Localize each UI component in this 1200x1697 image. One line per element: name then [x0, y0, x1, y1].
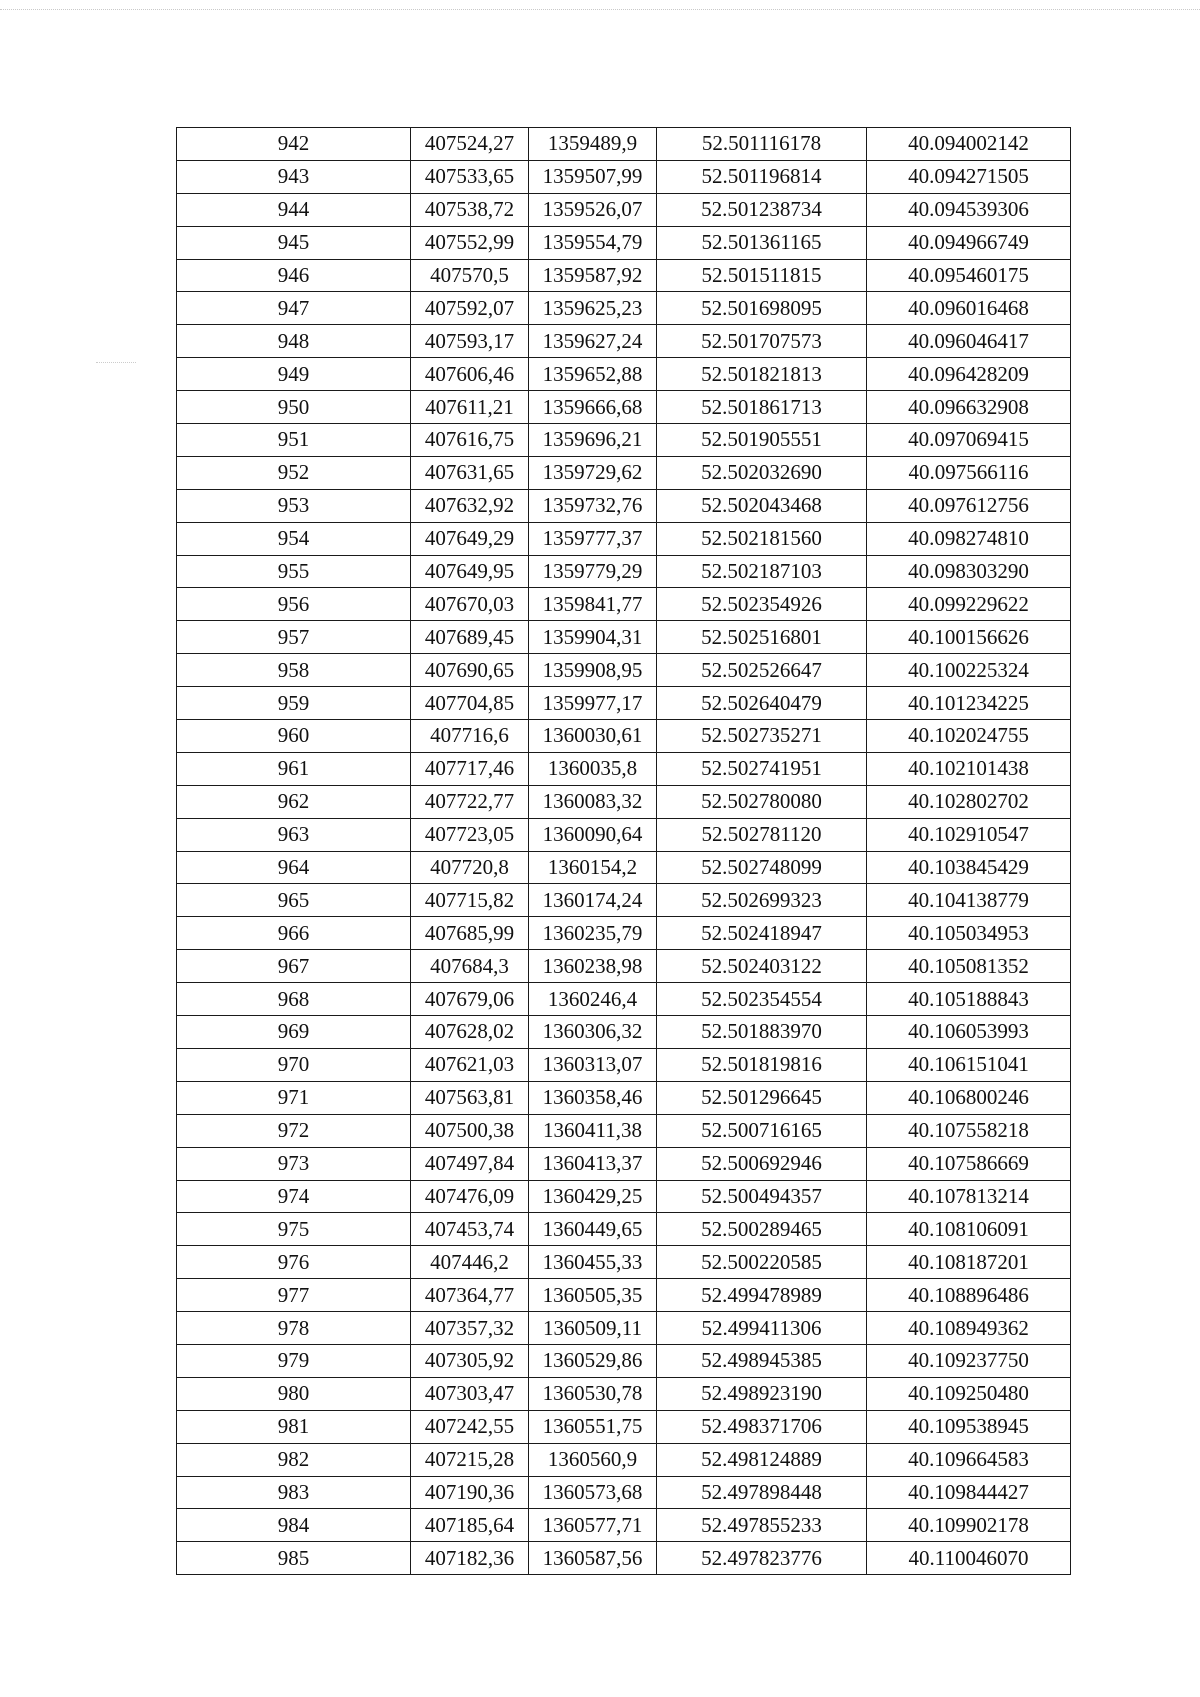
point-number-cell: 956 — [177, 588, 411, 621]
point-number-cell: 962 — [177, 785, 411, 818]
y-coordinate-cell: 1359696,21 — [529, 424, 657, 457]
x-coordinate-cell: 407563,81 — [411, 1081, 529, 1114]
longitude-cell: 40.109237750 — [867, 1344, 1071, 1377]
point-number-cell: 984 — [177, 1509, 411, 1542]
point-number-cell: 969 — [177, 1016, 411, 1049]
point-number-cell: 957 — [177, 621, 411, 654]
y-coordinate-cell: 1359908,95 — [529, 654, 657, 687]
point-number-cell: 942 — [177, 128, 411, 161]
y-coordinate-cell: 1360246,4 — [529, 983, 657, 1016]
x-coordinate-cell: 407670,03 — [411, 588, 529, 621]
latitude-cell: 52.501905551 — [657, 424, 867, 457]
latitude-cell: 52.500289465 — [657, 1213, 867, 1246]
x-coordinate-cell: 407552,99 — [411, 226, 529, 259]
table-row — [177, 785, 1071, 818]
x-coordinate-cell: 407717,46 — [411, 752, 529, 785]
table-row — [177, 489, 1071, 522]
point-number-cell: 960 — [177, 720, 411, 753]
x-coordinate-cell: 407305,92 — [411, 1344, 529, 1377]
point-number-cell: 977 — [177, 1279, 411, 1312]
y-coordinate-cell: 1359779,29 — [529, 555, 657, 588]
x-coordinate-cell: 407628,02 — [411, 1016, 529, 1049]
y-coordinate-cell: 1360429,25 — [529, 1180, 657, 1213]
y-coordinate-cell: 1359904,31 — [529, 621, 657, 654]
x-coordinate-cell: 407446,2 — [411, 1246, 529, 1279]
y-coordinate-cell: 1360154,2 — [529, 851, 657, 884]
longitude-cell: 40.096632908 — [867, 391, 1071, 424]
table-row — [177, 292, 1071, 325]
x-coordinate-cell: 407723,05 — [411, 818, 529, 851]
table-row — [177, 1016, 1071, 1049]
longitude-cell: 40.105034953 — [867, 917, 1071, 950]
longitude-cell: 40.108896486 — [867, 1279, 1071, 1312]
point-number-cell: 948 — [177, 325, 411, 358]
table-row — [177, 1476, 1071, 1509]
scan-artifact — [96, 362, 136, 363]
longitude-cell: 40.103845429 — [867, 851, 1071, 884]
latitude-cell: 52.501821813 — [657, 358, 867, 391]
x-coordinate-cell: 407593,17 — [411, 325, 529, 358]
point-number-cell: 944 — [177, 193, 411, 226]
point-number-cell: 983 — [177, 1476, 411, 1509]
point-number-cell: 968 — [177, 983, 411, 1016]
table-row — [177, 1048, 1071, 1081]
latitude-cell: 52.501861713 — [657, 391, 867, 424]
longitude-cell: 40.102802702 — [867, 785, 1071, 818]
point-number-cell: 973 — [177, 1147, 411, 1180]
point-number-cell: 943 — [177, 160, 411, 193]
x-coordinate-cell: 407679,06 — [411, 983, 529, 1016]
document-page — [176, 127, 1070, 1575]
table-row — [177, 391, 1071, 424]
x-coordinate-cell: 407621,03 — [411, 1048, 529, 1081]
x-coordinate-cell: 407303,47 — [411, 1377, 529, 1410]
table-row — [177, 588, 1071, 621]
latitude-cell: 52.502181560 — [657, 522, 867, 555]
x-coordinate-cell: 407570,5 — [411, 259, 529, 292]
y-coordinate-cell: 1360174,24 — [529, 884, 657, 917]
table-row — [177, 1180, 1071, 1213]
table-row — [177, 325, 1071, 358]
latitude-cell: 52.502741951 — [657, 752, 867, 785]
longitude-cell: 40.104138779 — [867, 884, 1071, 917]
point-number-cell: 966 — [177, 917, 411, 950]
y-coordinate-cell: 1359841,77 — [529, 588, 657, 621]
x-coordinate-cell: 407500,38 — [411, 1114, 529, 1147]
table-row — [177, 522, 1071, 555]
y-coordinate-cell: 1360035,8 — [529, 752, 657, 785]
latitude-cell: 52.502418947 — [657, 917, 867, 950]
scan-edge-line — [0, 9, 1200, 10]
y-coordinate-cell: 1360530,78 — [529, 1377, 657, 1410]
y-coordinate-cell: 1360313,07 — [529, 1048, 657, 1081]
point-number-cell: 951 — [177, 424, 411, 457]
latitude-cell: 52.501883970 — [657, 1016, 867, 1049]
y-coordinate-cell: 1359507,99 — [529, 160, 657, 193]
longitude-cell: 40.094002142 — [867, 128, 1071, 161]
longitude-cell: 40.107813214 — [867, 1180, 1071, 1213]
table-row — [177, 884, 1071, 917]
x-coordinate-cell: 407649,95 — [411, 555, 529, 588]
x-coordinate-cell: 407476,09 — [411, 1180, 529, 1213]
x-coordinate-cell: 407704,85 — [411, 687, 529, 720]
longitude-cell: 40.106053993 — [867, 1016, 1071, 1049]
point-number-cell: 959 — [177, 687, 411, 720]
point-number-cell: 976 — [177, 1246, 411, 1279]
latitude-cell: 52.501698095 — [657, 292, 867, 325]
y-coordinate-cell: 1359732,76 — [529, 489, 657, 522]
longitude-cell: 40.108106091 — [867, 1213, 1071, 1246]
longitude-cell: 40.098303290 — [867, 555, 1071, 588]
longitude-cell: 40.094966749 — [867, 226, 1071, 259]
table-row — [177, 1081, 1071, 1114]
y-coordinate-cell: 1359777,37 — [529, 522, 657, 555]
x-coordinate-cell: 407592,07 — [411, 292, 529, 325]
longitude-cell: 40.099229622 — [867, 588, 1071, 621]
x-coordinate-cell: 407453,74 — [411, 1213, 529, 1246]
y-coordinate-cell: 1360560,9 — [529, 1443, 657, 1476]
longitude-cell: 40.098274810 — [867, 522, 1071, 555]
latitude-cell: 52.501511815 — [657, 259, 867, 292]
y-coordinate-cell: 1360449,65 — [529, 1213, 657, 1246]
x-coordinate-cell: 407538,72 — [411, 193, 529, 226]
table-row — [177, 1114, 1071, 1147]
latitude-cell: 52.502699323 — [657, 884, 867, 917]
x-coordinate-cell: 407611,21 — [411, 391, 529, 424]
latitude-cell: 52.502735271 — [657, 720, 867, 753]
y-coordinate-cell: 1360509,11 — [529, 1312, 657, 1345]
table-row — [177, 1279, 1071, 1312]
x-coordinate-cell: 407690,65 — [411, 654, 529, 687]
latitude-cell: 52.501361165 — [657, 226, 867, 259]
table-row — [177, 193, 1071, 226]
longitude-cell: 40.108187201 — [867, 1246, 1071, 1279]
point-number-cell: 952 — [177, 456, 411, 489]
latitude-cell: 52.498371706 — [657, 1410, 867, 1443]
y-coordinate-cell: 1360090,64 — [529, 818, 657, 851]
x-coordinate-cell: 407616,75 — [411, 424, 529, 457]
y-coordinate-cell: 1360551,75 — [529, 1410, 657, 1443]
latitude-cell: 52.499478989 — [657, 1279, 867, 1312]
table-row — [177, 917, 1071, 950]
longitude-cell: 40.102101438 — [867, 752, 1071, 785]
latitude-cell: 52.502748099 — [657, 851, 867, 884]
table-row — [177, 1377, 1071, 1410]
latitude-cell: 52.497855233 — [657, 1509, 867, 1542]
x-coordinate-cell: 407722,77 — [411, 785, 529, 818]
longitude-cell: 40.094539306 — [867, 193, 1071, 226]
x-coordinate-cell: 407715,82 — [411, 884, 529, 917]
point-number-cell: 963 — [177, 818, 411, 851]
longitude-cell: 40.094271505 — [867, 160, 1071, 193]
y-coordinate-cell: 1360030,61 — [529, 720, 657, 753]
x-coordinate-cell: 407649,29 — [411, 522, 529, 555]
point-number-cell: 953 — [177, 489, 411, 522]
table-row — [177, 720, 1071, 753]
point-number-cell: 950 — [177, 391, 411, 424]
x-coordinate-cell: 407684,3 — [411, 950, 529, 983]
latitude-cell: 52.502526647 — [657, 654, 867, 687]
x-coordinate-cell: 407720,8 — [411, 851, 529, 884]
point-number-cell: 978 — [177, 1312, 411, 1345]
table-row — [177, 621, 1071, 654]
table-row — [177, 1509, 1071, 1542]
x-coordinate-cell: 407689,45 — [411, 621, 529, 654]
latitude-cell: 52.502780080 — [657, 785, 867, 818]
latitude-cell: 52.502032690 — [657, 456, 867, 489]
longitude-cell: 40.106151041 — [867, 1048, 1071, 1081]
longitude-cell: 40.105081352 — [867, 950, 1071, 983]
longitude-cell: 40.109902178 — [867, 1509, 1071, 1542]
y-coordinate-cell: 1360238,98 — [529, 950, 657, 983]
x-coordinate-cell: 407716,6 — [411, 720, 529, 753]
table-row — [177, 818, 1071, 851]
y-coordinate-cell: 1360587,56 — [529, 1542, 657, 1575]
longitude-cell: 40.102024755 — [867, 720, 1071, 753]
x-coordinate-cell: 407685,99 — [411, 917, 529, 950]
table-row — [177, 1312, 1071, 1345]
y-coordinate-cell: 1359526,07 — [529, 193, 657, 226]
y-coordinate-cell: 1360573,68 — [529, 1476, 657, 1509]
x-coordinate-cell: 407533,65 — [411, 160, 529, 193]
y-coordinate-cell: 1359587,92 — [529, 259, 657, 292]
point-number-cell: 979 — [177, 1344, 411, 1377]
point-number-cell: 975 — [177, 1213, 411, 1246]
y-coordinate-cell: 1360577,71 — [529, 1509, 657, 1542]
latitude-cell: 52.502403122 — [657, 950, 867, 983]
longitude-cell: 40.110046070 — [867, 1542, 1071, 1575]
point-number-cell: 981 — [177, 1410, 411, 1443]
point-number-cell: 945 — [177, 226, 411, 259]
longitude-cell: 40.102910547 — [867, 818, 1071, 851]
longitude-cell: 40.101234225 — [867, 687, 1071, 720]
latitude-cell: 52.500692946 — [657, 1147, 867, 1180]
point-number-cell: 961 — [177, 752, 411, 785]
point-number-cell: 967 — [177, 950, 411, 983]
y-coordinate-cell: 1360306,32 — [529, 1016, 657, 1049]
point-number-cell: 970 — [177, 1048, 411, 1081]
y-coordinate-cell: 1360358,46 — [529, 1081, 657, 1114]
x-coordinate-cell: 407606,46 — [411, 358, 529, 391]
y-coordinate-cell: 1360083,32 — [529, 785, 657, 818]
table-row — [177, 851, 1071, 884]
latitude-cell: 52.497823776 — [657, 1542, 867, 1575]
x-coordinate-cell: 407215,28 — [411, 1443, 529, 1476]
x-coordinate-cell: 407190,36 — [411, 1476, 529, 1509]
longitude-cell: 40.096046417 — [867, 325, 1071, 358]
table-row — [177, 1443, 1071, 1476]
latitude-cell: 52.502043468 — [657, 489, 867, 522]
latitude-cell: 52.497898448 — [657, 1476, 867, 1509]
latitude-cell: 52.500494357 — [657, 1180, 867, 1213]
table-row — [177, 1213, 1071, 1246]
longitude-cell: 40.107586669 — [867, 1147, 1071, 1180]
y-coordinate-cell: 1360235,79 — [529, 917, 657, 950]
table-row — [177, 424, 1071, 457]
point-number-cell: 971 — [177, 1081, 411, 1114]
point-number-cell: 954 — [177, 522, 411, 555]
point-number-cell: 955 — [177, 555, 411, 588]
latitude-cell: 52.501707573 — [657, 325, 867, 358]
y-coordinate-cell: 1359652,88 — [529, 358, 657, 391]
point-number-cell: 965 — [177, 884, 411, 917]
table-row — [177, 226, 1071, 259]
longitude-cell: 40.105188843 — [867, 983, 1071, 1016]
y-coordinate-cell: 1360529,86 — [529, 1344, 657, 1377]
point-number-cell: 974 — [177, 1180, 411, 1213]
latitude-cell: 52.501819816 — [657, 1048, 867, 1081]
x-coordinate-cell: 407524,27 — [411, 128, 529, 161]
point-number-cell: 980 — [177, 1377, 411, 1410]
longitude-cell: 40.097612756 — [867, 489, 1071, 522]
latitude-cell: 52.501196814 — [657, 160, 867, 193]
longitude-cell: 40.109664583 — [867, 1443, 1071, 1476]
x-coordinate-cell: 407632,92 — [411, 489, 529, 522]
table-row — [177, 1246, 1071, 1279]
longitude-cell: 40.095460175 — [867, 259, 1071, 292]
longitude-cell: 40.106800246 — [867, 1081, 1071, 1114]
table-row — [177, 752, 1071, 785]
y-coordinate-cell: 1359977,17 — [529, 687, 657, 720]
table-row — [177, 983, 1071, 1016]
point-number-cell: 982 — [177, 1443, 411, 1476]
longitude-cell: 40.097566116 — [867, 456, 1071, 489]
longitude-cell: 40.109538945 — [867, 1410, 1071, 1443]
x-coordinate-cell: 407242,55 — [411, 1410, 529, 1443]
x-coordinate-cell: 407631,65 — [411, 456, 529, 489]
point-number-cell: 949 — [177, 358, 411, 391]
longitude-cell: 40.096016468 — [867, 292, 1071, 325]
longitude-cell: 40.100156626 — [867, 621, 1071, 654]
table-row — [177, 687, 1071, 720]
x-coordinate-cell: 407182,36 — [411, 1542, 529, 1575]
table-row — [177, 1542, 1071, 1575]
latitude-cell: 52.502516801 — [657, 621, 867, 654]
x-coordinate-cell: 407357,32 — [411, 1312, 529, 1345]
y-coordinate-cell: 1359554,79 — [529, 226, 657, 259]
latitude-cell: 52.502187103 — [657, 555, 867, 588]
longitude-cell: 40.107558218 — [867, 1114, 1071, 1147]
table-row — [177, 128, 1071, 161]
latitude-cell: 52.502640479 — [657, 687, 867, 720]
y-coordinate-cell: 1359729,62 — [529, 456, 657, 489]
point-number-cell: 972 — [177, 1114, 411, 1147]
longitude-cell: 40.096428209 — [867, 358, 1071, 391]
table-row — [177, 654, 1071, 687]
latitude-cell: 52.500716165 — [657, 1114, 867, 1147]
table-row — [177, 1344, 1071, 1377]
table-row — [177, 950, 1071, 983]
latitude-cell: 52.498945385 — [657, 1344, 867, 1377]
table-row — [177, 160, 1071, 193]
y-coordinate-cell: 1360505,35 — [529, 1279, 657, 1312]
y-coordinate-cell: 1359489,9 — [529, 128, 657, 161]
point-number-cell: 985 — [177, 1542, 411, 1575]
x-coordinate-cell: 407364,77 — [411, 1279, 529, 1312]
x-coordinate-cell: 407497,84 — [411, 1147, 529, 1180]
latitude-cell: 52.498124889 — [657, 1443, 867, 1476]
x-coordinate-cell: 407185,64 — [411, 1509, 529, 1542]
latitude-cell: 52.498923190 — [657, 1377, 867, 1410]
point-number-cell: 946 — [177, 259, 411, 292]
coordinates-table — [176, 127, 1071, 1575]
latitude-cell: 52.499411306 — [657, 1312, 867, 1345]
latitude-cell: 52.502354926 — [657, 588, 867, 621]
y-coordinate-cell: 1359627,24 — [529, 325, 657, 358]
coordinates-table-body — [177, 128, 1071, 1575]
longitude-cell: 40.097069415 — [867, 424, 1071, 457]
latitude-cell: 52.502781120 — [657, 818, 867, 851]
point-number-cell: 958 — [177, 654, 411, 687]
y-coordinate-cell: 1360411,38 — [529, 1114, 657, 1147]
latitude-cell: 52.502354554 — [657, 983, 867, 1016]
longitude-cell: 40.100225324 — [867, 654, 1071, 687]
y-coordinate-cell: 1359625,23 — [529, 292, 657, 325]
latitude-cell: 52.501296645 — [657, 1081, 867, 1114]
y-coordinate-cell: 1360413,37 — [529, 1147, 657, 1180]
longitude-cell: 40.109844427 — [867, 1476, 1071, 1509]
table-row — [177, 1147, 1071, 1180]
table-row — [177, 1410, 1071, 1443]
table-row — [177, 456, 1071, 489]
table-row — [177, 358, 1071, 391]
point-number-cell: 947 — [177, 292, 411, 325]
table-row — [177, 259, 1071, 292]
latitude-cell: 52.501238734 — [657, 193, 867, 226]
longitude-cell: 40.108949362 — [867, 1312, 1071, 1345]
y-coordinate-cell: 1360455,33 — [529, 1246, 657, 1279]
point-number-cell: 964 — [177, 851, 411, 884]
longitude-cell: 40.109250480 — [867, 1377, 1071, 1410]
latitude-cell: 52.501116178 — [657, 128, 867, 161]
y-coordinate-cell: 1359666,68 — [529, 391, 657, 424]
latitude-cell: 52.500220585 — [657, 1246, 867, 1279]
table-row — [177, 555, 1071, 588]
